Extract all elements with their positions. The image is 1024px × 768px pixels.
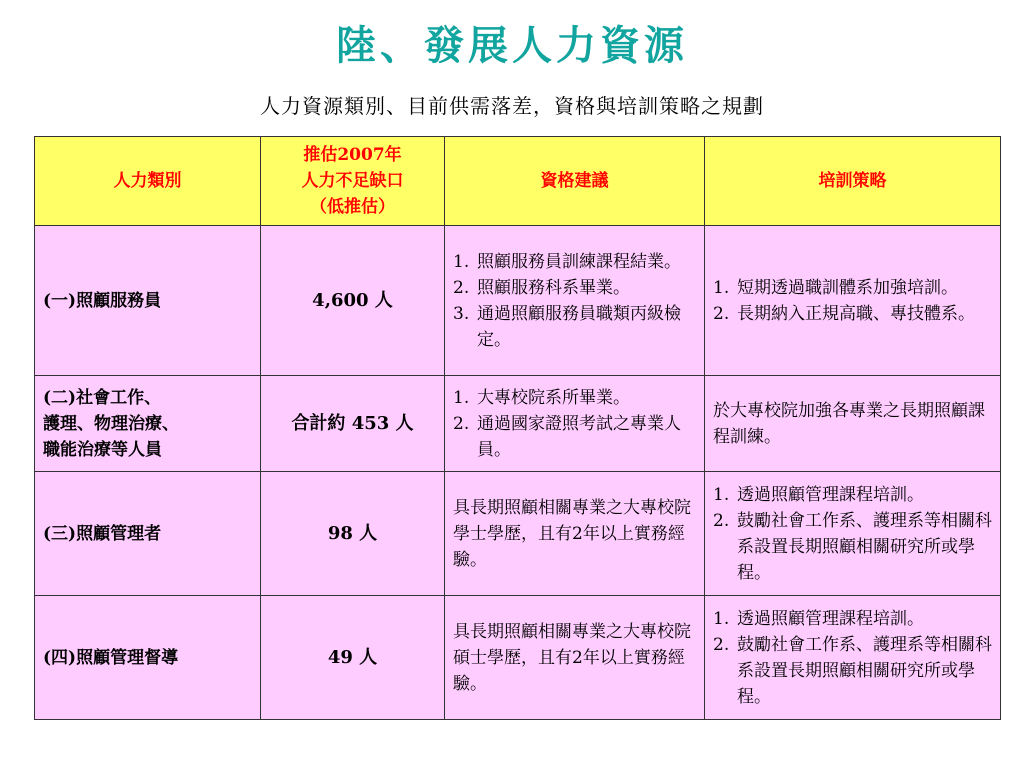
header-gap-line3: （低推估） xyxy=(310,197,395,217)
list-item-text: 照顧服務員訓練課程結業。 xyxy=(477,251,681,272)
list-item xyxy=(713,482,992,508)
table-row xyxy=(35,472,1001,596)
row-qualification xyxy=(445,376,705,472)
header-gap-line2: 人力不足缺口 xyxy=(301,171,404,191)
row-qualification xyxy=(445,226,705,376)
list-item-number: 2. xyxy=(453,277,470,298)
list-item-text: 通過照顧服務員職類丙級檢定。 xyxy=(477,303,681,350)
table-header-row xyxy=(35,137,1001,226)
row-category-line: 職能治療等人員 xyxy=(43,439,162,460)
list-item-text: 大專校院系所畢業。 xyxy=(477,387,630,408)
list-item xyxy=(713,632,992,710)
row-training xyxy=(705,472,1001,596)
list-item xyxy=(453,275,696,301)
list-item xyxy=(453,249,696,275)
list-item-text: 照顧服務科系畢業。 xyxy=(477,277,630,298)
header-category: 人力類別 xyxy=(35,137,261,226)
row-training xyxy=(705,226,1001,376)
list-item-number: 3. xyxy=(453,303,470,324)
list-item-number: 2. xyxy=(453,413,470,434)
list-item xyxy=(713,275,992,301)
list-item-text: 長期納入正規高職、專技體系。 xyxy=(737,303,975,324)
list-item xyxy=(453,385,696,411)
page-title: 陸、發展人力資源 xyxy=(336,22,688,69)
page-subtitle: 人力資源類別、目前供需落差，資格與培訓策略之規劃 xyxy=(260,94,764,118)
row-category xyxy=(35,376,261,472)
manpower-plan-table xyxy=(34,136,1001,720)
list-item-number: 1. xyxy=(713,484,730,505)
header-gap xyxy=(261,137,445,226)
row-category-line: (二)社會工作、 xyxy=(43,387,162,408)
row-category xyxy=(35,472,261,596)
row-gap: 98 人 xyxy=(261,472,445,596)
list-item-text: 鼓勵社會工作系、護理系等相關科系設置長期照顧相關研究所或學程。 xyxy=(737,510,992,583)
row-training xyxy=(705,596,1001,720)
header-qualification: 資格建議 xyxy=(445,137,705,226)
list-item-text: 通過國家證照考試之專業人員。 xyxy=(477,413,681,460)
row-category xyxy=(35,226,261,376)
row-qualification: 具長期照顧相關專業之大專校院碩士學歷，且有2年以上實務經驗。 xyxy=(445,596,705,720)
list-item-text: 短期透過職訓體系加強培訓。 xyxy=(737,277,958,298)
header-training: 培訓策略 xyxy=(705,137,1001,226)
list-item-number: 2. xyxy=(713,634,730,655)
list-item xyxy=(453,301,696,353)
list-item xyxy=(713,301,992,327)
table-row xyxy=(35,376,1001,472)
table-row xyxy=(35,226,1001,376)
list-item-number: 1. xyxy=(713,277,730,298)
row-qualification: 具長期照顧相關專業之大專校院學士學歷，且有2年以上實務經驗。 xyxy=(445,472,705,596)
row-gap: 49 人 xyxy=(261,596,445,720)
list-item-number: 1. xyxy=(453,387,470,408)
row-gap: 合計約 453 人 xyxy=(261,376,445,472)
list-item-number: 1. xyxy=(453,251,470,272)
row-gap: 4,600 人 xyxy=(261,226,445,376)
row-training: 於大專校院加強各專業之長期照顧課程訓練。 xyxy=(705,376,1001,472)
list-item-number: 1. xyxy=(713,608,730,629)
list-item xyxy=(713,606,992,632)
list-item-text: 鼓勵社會工作系、護理系等相關科系設置長期照顧相關研究所或學程。 xyxy=(737,634,992,707)
row-category-line: (一)照顧服務員 xyxy=(43,290,162,311)
row-category-line: 護理、物理治療、 xyxy=(43,413,179,434)
row-category xyxy=(35,596,261,720)
list-item xyxy=(453,411,696,463)
list-item-number: 2. xyxy=(713,303,730,324)
list-item-text: 透過照顧管理課程培訓。 xyxy=(737,484,924,505)
list-item-text: 透過照顧管理課程培訓。 xyxy=(737,608,924,629)
list-item xyxy=(713,508,992,586)
row-category-line: (四)照顧管理督導 xyxy=(43,647,179,668)
table-row xyxy=(35,596,1001,720)
row-category-line: (三)照顧管理者 xyxy=(43,523,162,544)
header-gap-line1: 推估2007年 xyxy=(303,145,402,165)
list-item-number: 2. xyxy=(713,510,730,531)
